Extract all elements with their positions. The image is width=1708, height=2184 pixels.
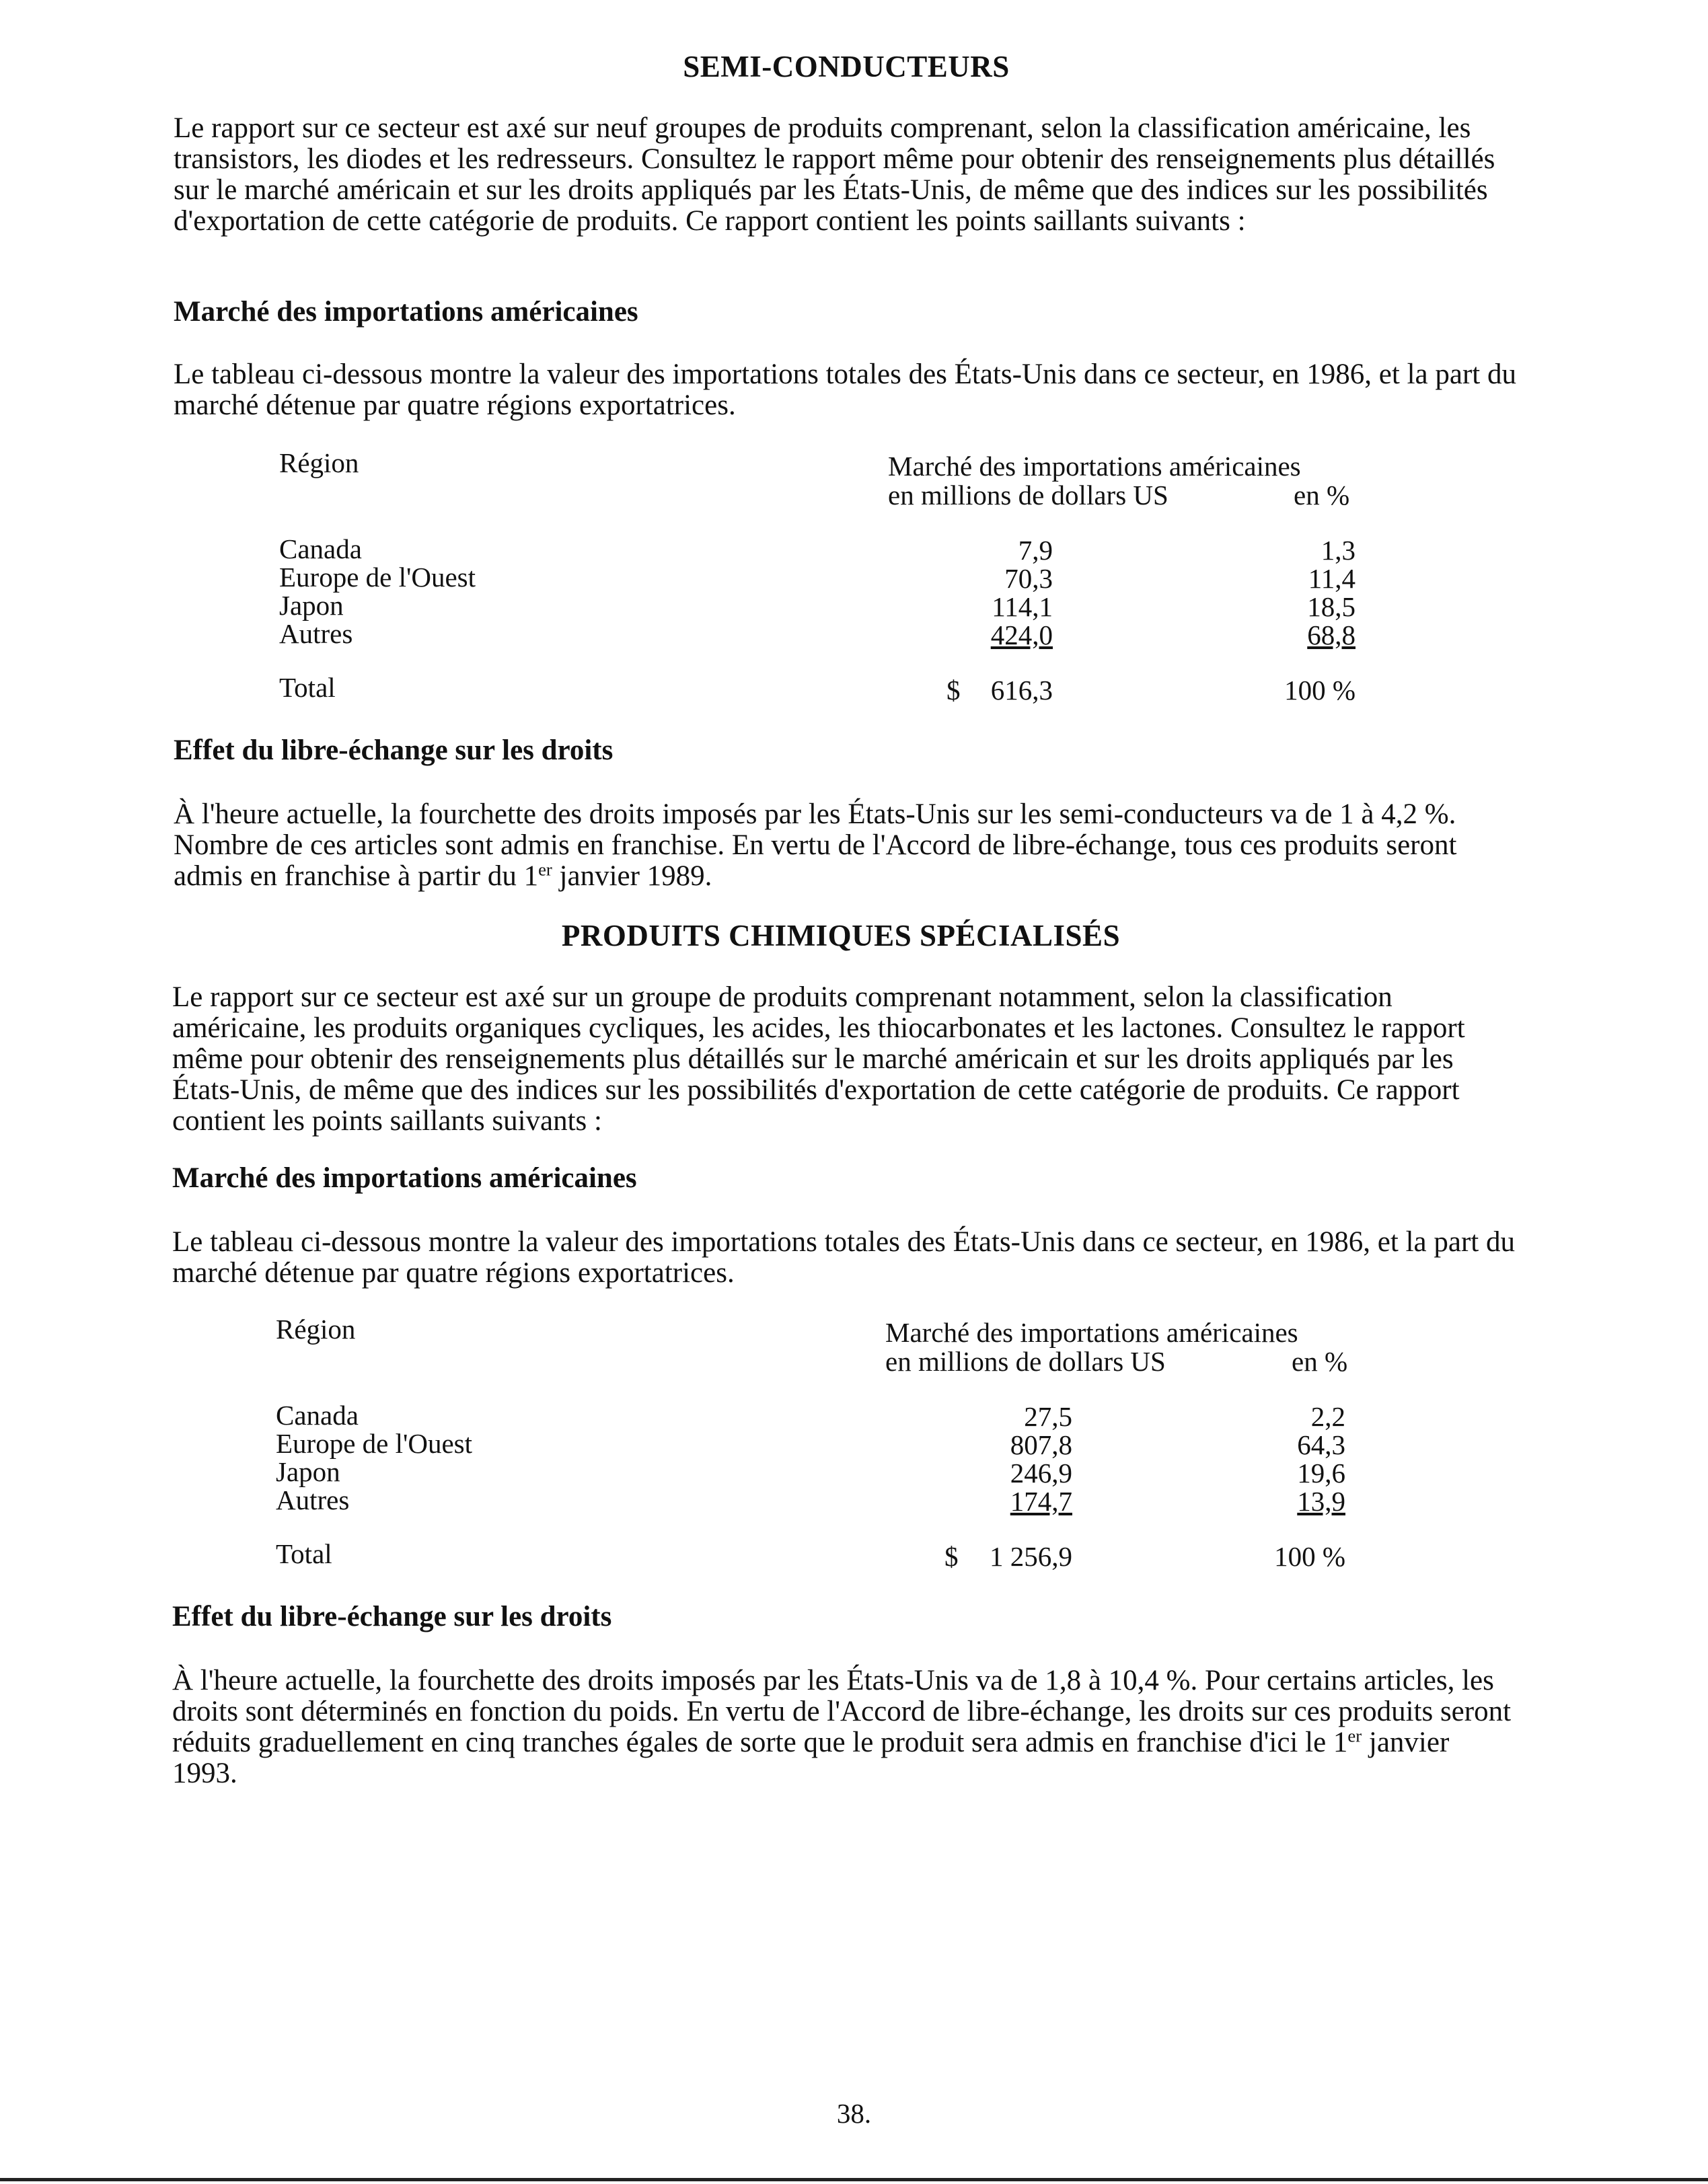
effect-heading: Effet du libre-échange sur les droits (172, 1601, 612, 1632)
table-row-region: Japon (276, 1456, 340, 1487)
table-row-region: Japon (279, 590, 344, 621)
market-text-block (172, 1227, 1518, 1289)
effect-heading: Effet du libre-échange sur les droits (174, 735, 614, 766)
intro-paragraph: Le rapport sur ce secteur est axé sur un groupe de produits comprenant notamment, selon la classification américaine, les produits organiques cycliques, les acides, les thiocarbonates et les lactones. Consultez le rapport même pour obtenir des renseignements plus détaillés sur le marché américain et sur les droits appliqués par les États-Unis, de même que des indices sur les possibilités d'exportation de cette catégorie de produits. Ce rapport contient les points saillants suivants : (172, 981, 1465, 1137)
effect-text-a: À l'heure actuelle, la fourchette des droits imposés par les États-Unis va de 1,8 à 10,4 %. Pour certains articles, les droits sont déterminés en fonction du poids. En vertu de l'Accord de libre-échange, les droits sur ces produits seront réduits graduellement en cinq tranches égales de sorte que le produit sera admis en franchise d'ici le 1 (172, 1665, 1512, 1758)
market-text-block (174, 359, 1519, 421)
col-percent-header: en % (1294, 480, 1350, 511)
intro-block (174, 113, 1519, 237)
table-total-value: 1 256,9 (990, 1541, 1072, 1572)
col-millions-header: en millions de dollars US (885, 1346, 1166, 1377)
table-row-region: Canada (276, 1400, 359, 1431)
table-row-pct: 1,3 (1321, 535, 1356, 566)
table-row-value: 174,7 (1010, 1486, 1072, 1517)
table-row-pct: 2,2 (1310, 1401, 1345, 1432)
table-row-value: 114,1 (992, 591, 1053, 622)
table-row-value: 27,5 (1024, 1401, 1072, 1432)
table-row-pct: 64,3 (1297, 1429, 1345, 1460)
market-paragraph: Le tableau ci-dessous montre la valeur des importations totales des États-Unis dans ce secteur, en 1986, et la part du marché détenue par quatre régions exportatrices. (172, 1226, 1515, 1289)
table-row-value: 7,9 (1018, 535, 1053, 566)
import-table (276, 1316, 1352, 1578)
table-row-value: 424,0 (990, 619, 1053, 650)
effect-heading-block (172, 1599, 1518, 1634)
market-heading: Marché des importations américaines (174, 296, 638, 328)
table-total-currency: $ (944, 1541, 959, 1572)
effect-superscript: er (1347, 1725, 1362, 1746)
table-total-currency: $ (946, 675, 961, 706)
bottom-rule (0, 2178, 1708, 2181)
import-table (279, 449, 1356, 712)
col-region-header: Région (276, 1314, 356, 1345)
table-row-region: Autres (276, 1484, 350, 1515)
table-row-value: 807,8 (1010, 1429, 1072, 1460)
section-title: PRODUITS CHIMIQUES SPÉCIALISÉS (561, 919, 1121, 952)
effect-paragraph (172, 1665, 1518, 1789)
effect-text-b: janvier 1989. (552, 860, 712, 892)
table-row-pct: 18,5 (1307, 591, 1356, 622)
table-row-pct: 11,4 (1308, 563, 1356, 594)
page-number: 38. (836, 2098, 872, 2129)
col-market-header: Marché des importations américaines (888, 451, 1301, 482)
col-region-header: Région (279, 447, 359, 478)
table-row-value: 70,3 (1004, 563, 1053, 594)
table-row-value: 246,9 (1010, 1458, 1072, 1489)
market-paragraph: Le tableau ci-dessous montre la valeur des importations totales des États-Unis dans ce secteur, en 1986, et la part du marché détenue par quatre régions exportatrices. (174, 359, 1516, 421)
section-title: SEMI-CONDUCTEURS (683, 50, 1010, 83)
intro-block (172, 982, 1518, 1137)
table-row-pct: 19,6 (1297, 1458, 1345, 1489)
section-produits-chimiques (168, 917, 1514, 954)
effect-text-block (174, 799, 1519, 892)
market-heading-block (174, 295, 1519, 330)
table-row-pct: 68,8 (1307, 619, 1356, 650)
col-market-header: Marché des importations américaines (885, 1317, 1298, 1348)
col-millions-header: en millions de dollars US (888, 480, 1168, 511)
market-heading-block (172, 1161, 1518, 1196)
table-total-pct: 100 % (1274, 1541, 1345, 1572)
section-semiconducteurs (174, 48, 1519, 85)
table-row-region: Europe de l'Ouest (276, 1428, 473, 1459)
table-total-label: Total (276, 1538, 332, 1569)
table-row-region: Autres (279, 618, 353, 649)
effect-text-a: À l'heure actuelle, la fourchette des droits imposés par les États-Unis sur les semi-conducteurs va de 1 à 4,2 %. Nombre de ces articles sont admis en franchise. En vertu de l'Accord de libre-échange, tous ces produits seront admis en franchise à partir du 1 (174, 798, 1457, 892)
table-total-pct: 100 % (1284, 675, 1356, 706)
table-row-region: Europe de l'Ouest (279, 562, 476, 593)
market-heading: Marché des importations américaines (172, 1162, 637, 1194)
col-percent-header: en % (1292, 1346, 1348, 1377)
table-total-label: Total (279, 672, 336, 703)
effect-text-b: janvier 1993. (172, 1727, 1450, 1789)
effect-text-block (172, 1665, 1518, 1789)
table-row-pct: 13,9 (1297, 1486, 1345, 1517)
table-row-region: Canada (279, 533, 362, 564)
effect-superscript: er (538, 859, 552, 880)
effect-paragraph (174, 799, 1519, 892)
table-total-value: 616,3 (990, 675, 1053, 706)
intro-paragraph: Le rapport sur ce secteur est axé sur neuf groupes de produits comprenant, selon la classification américaine, les transistors, les diodes et les redresseurs. Consultez le rapport même pour obtenir des renseignements plus détaillés sur le marché américain et sur les droits appliqués par les États-Unis, de même que des indices sur les possibilités d'exportation de cette catégorie de produits. Ce rapport contient les points saillants suivants : (174, 112, 1495, 237)
effect-heading-block (174, 733, 1519, 768)
